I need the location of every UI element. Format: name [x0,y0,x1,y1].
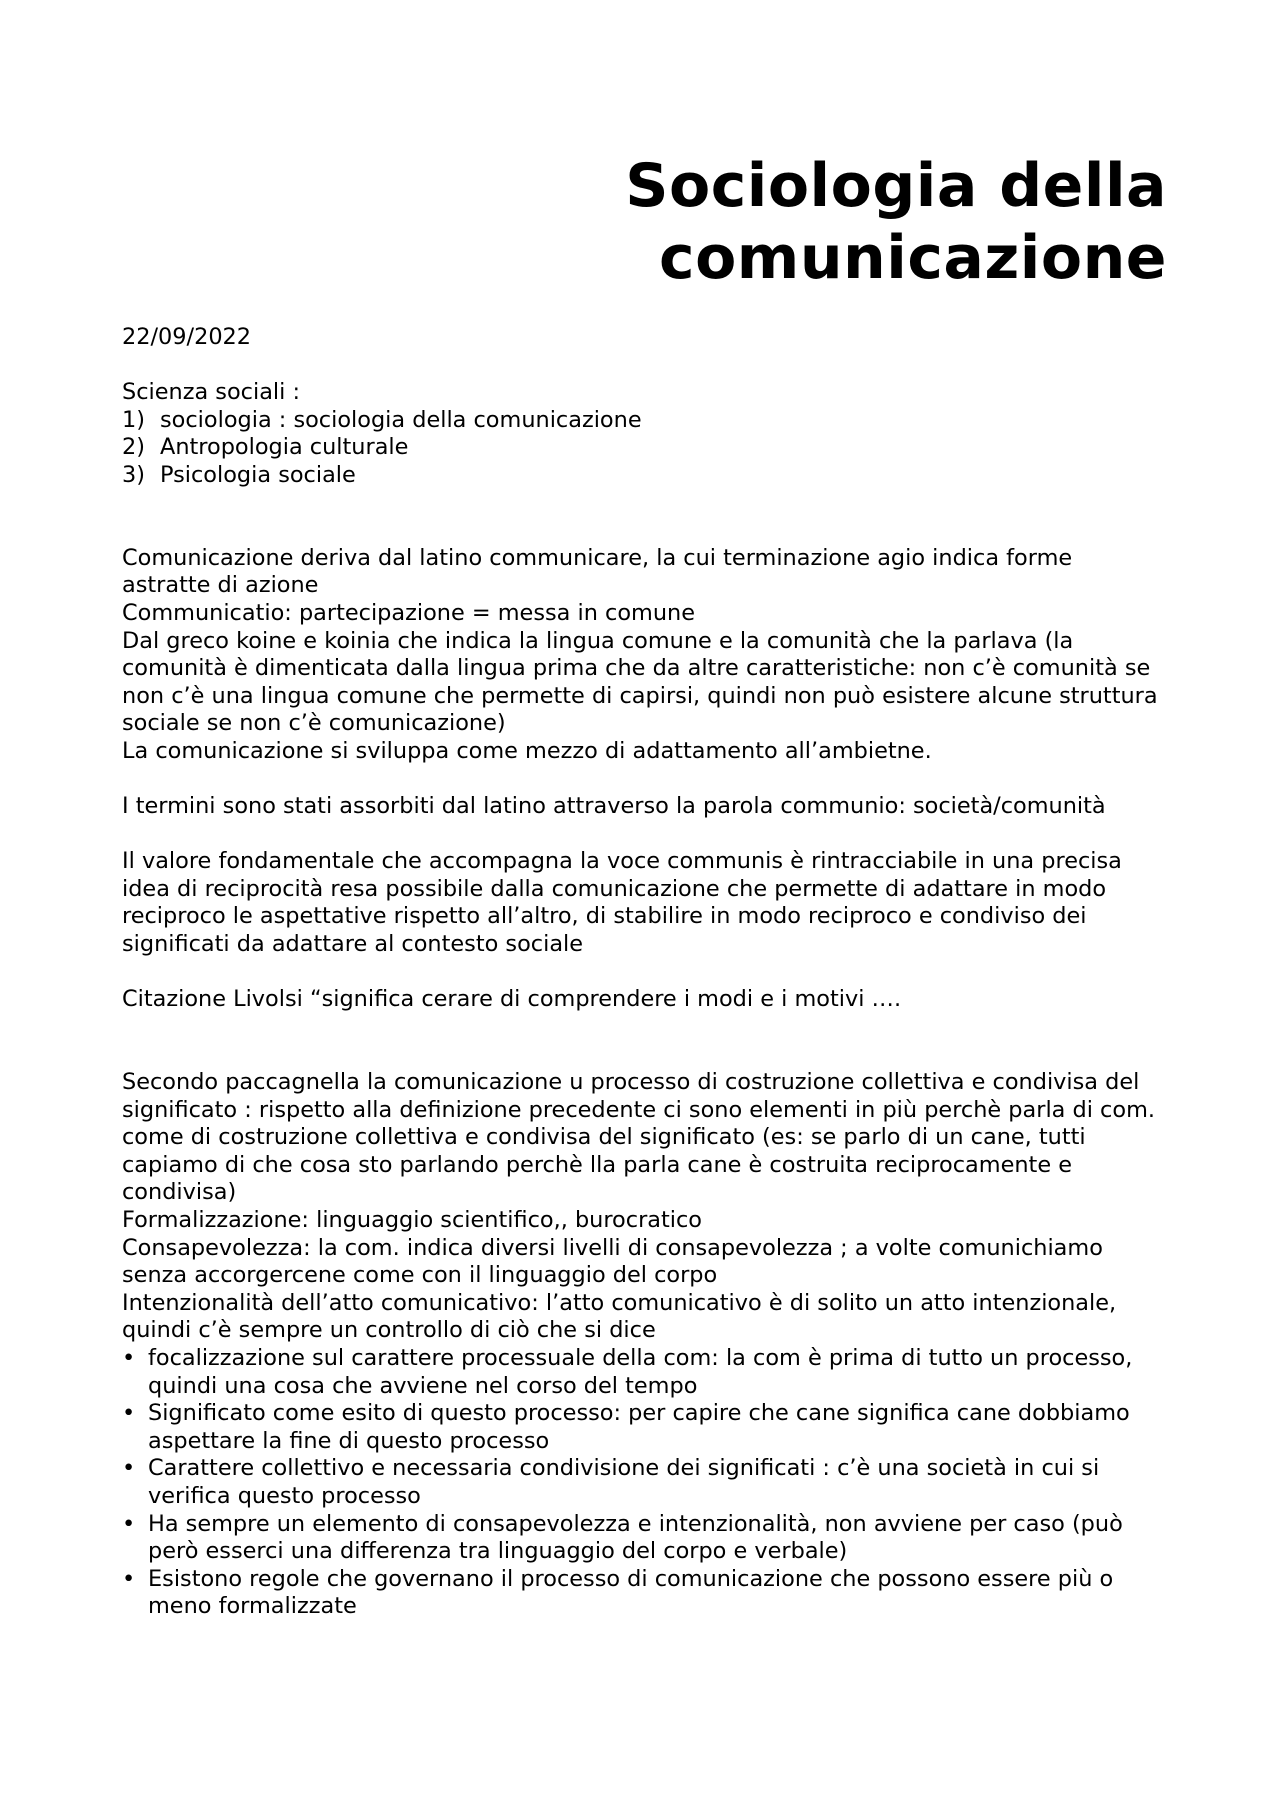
list-text: sociologia : sociologia della comunicazione [160,406,642,433]
list-item [122,407,1167,435]
document-date: 22/09/2022 [122,324,252,350]
paragraph-citazione: Citazione Livolsi “significa cerare di comprendere i modi e i motivi …. [122,986,902,1013]
paragraph-etymology [122,545,1167,766]
bullet-icon: • [122,1565,136,1592]
spacer [122,821,1167,849]
title-line-1: Sociologia della [625,151,1167,221]
spacer [122,490,1167,545]
scienze-heading: Scienza sociali : [122,379,301,406]
paragraph-line: Comunicazione deriva dal latino communicare, la cui terminazione agio indica forme astratte di azione [122,544,1073,599]
list-text: Antropologia culturale [160,434,409,461]
bullet-text: Ha sempre un elemento di consapevolezza e intenzionalità, non avviene per caso (può però esserci una differenza tra linguaggio del corpo e verbale) [148,1510,1123,1565]
scienze-list [122,407,1167,490]
bullet-icon: • [122,1455,136,1482]
list-text: Psicologia sociale [160,461,356,488]
title-line-2: comunicazione [659,223,1167,293]
bullet-text: Esistono regole che governano il processo di comunicazione che possono essere più o meno formalizzate [148,1565,1114,1620]
paragraph-communis: Il valore fondamentale che accompagna la voce communis è rintracciabile in una precisa idea di reciprocità resa possibile dalla comunicazione che permette di adattare in modo reciproco le aspettative rispetto all’altro, di stabilire in modo reciproco e condiviso dei significati da adattare al contesto sociale [122,848,1122,958]
paragraph-line: Consapevolezza: la com. indica diversi livelli di consapevolezza ; a volte comunichiamo senza accorgercene come con il linguaggio del corpo [122,1234,1103,1289]
paragraph-line: Formalizzazione: linguaggio scientifico,, burocratico [122,1207,703,1233]
paragraph-communio: I termini sono stati assorbiti dal latino attraverso la parola communio: società/comunità [122,793,1106,820]
bullet-list [122,1345,1167,1621]
list-number: 2) [122,434,145,461]
bullet-text: focalizzazione sul carattere processuale della com: la com è prima di tutto un processo, quindi una cosa che avviene nel corso del tempo [148,1344,1133,1399]
scienze-section [122,379,1167,489]
list-number: 1) [122,406,145,433]
paragraph-paccagnella [122,1069,1167,1345]
spacer [122,352,1167,380]
bullet-text: Significato come esito di questo processo: per capire che cane significa cane dobbiamo aspettare la fine di questo processo [148,1400,1130,1454]
spacer [122,959,1167,987]
list-number: 3) [122,461,145,488]
document-page [122,150,1167,1621]
paragraph-line: Dal greco koine e koinia che indica la lingua comune e la comunità che la parlava (la comunità è dimenticata dalla lingua prima che da altre caratteristiche: non c’è comunità se non c’è una lingua comune che permette di capirsi, quindi non può esistere alcune struttura sociale se non c’è comunicazione) [122,627,1158,737]
bullet-item [122,1511,1167,1566]
spacer [122,766,1167,794]
bullet-icon: • [122,1344,136,1371]
list-item [122,462,1167,490]
bullet-item [122,1455,1167,1510]
paragraph-line: Secondo paccagnella la comunicazione u processo di costruzione collettiva e condivisa del significato : rispetto alla definizione precedente ci sono elementi in più perchè parla di com. come di costruzione collettiva e condivisa del significato (es: se parlo di un cane, tutti capiamo di che cosa sto parlando perchè lla parla cane è costruita reciprocamente e condivisa) [122,1069,1155,1206]
paragraph-line: Communicatio: partecipazione = messa in comune [122,599,696,626]
bullet-icon: • [122,1510,136,1537]
paragraph-line: Intenzionalità dell’atto comunicativo: l’atto comunicativo è di solito un atto intenzionale, quindi c’è sempre un controllo di ciò che si dice [122,1289,1117,1344]
spacer [122,1014,1167,1069]
document-title [122,150,1167,294]
bullet-icon: • [122,1400,136,1427]
bullet-text: Carattere collettivo e necessaria condivisione dei significati : c’è una società in cui si verifica questo processo [148,1455,1100,1509]
paragraph-line: La comunicazione si sviluppa come mezzo di adattamento all’ambietne. [122,737,932,764]
bullet-item [122,1345,1167,1400]
list-item [122,434,1167,462]
bullet-item [122,1400,1167,1455]
bullet-item [122,1566,1167,1621]
